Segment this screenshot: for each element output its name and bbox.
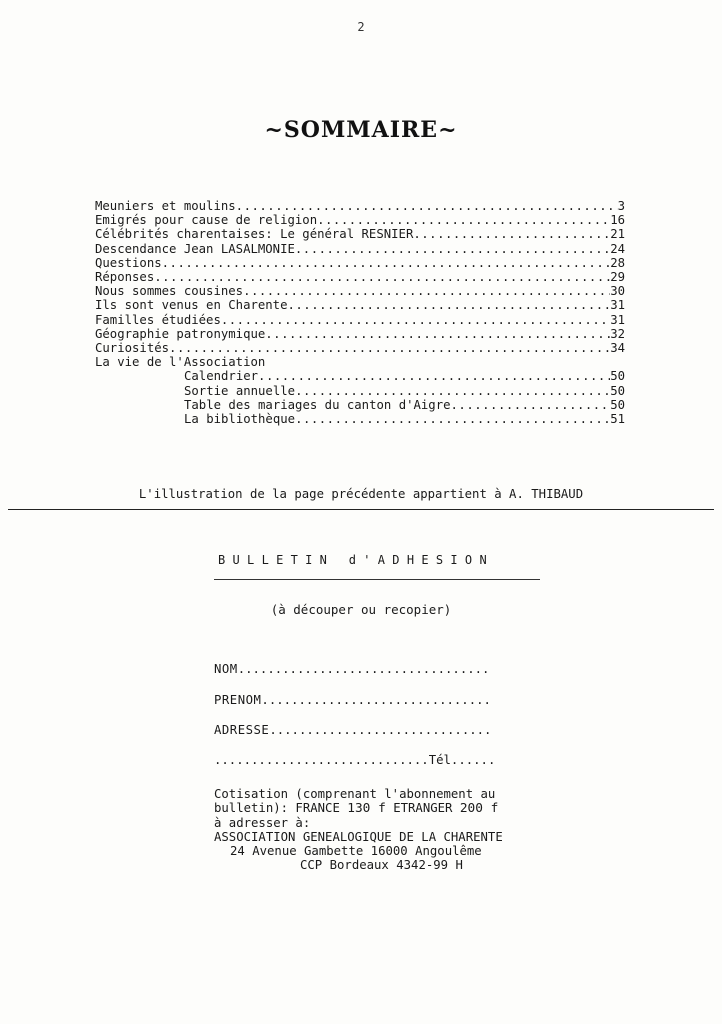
page-title: ~SOMMAIRE~ bbox=[264, 117, 458, 143]
illustration-credit: L'illustration de la page précédente appartient à A. THIBAUD bbox=[138, 487, 584, 501]
toc-entry-page: 50 bbox=[610, 383, 625, 398]
toc-sub-entry bbox=[95, 384, 625, 398]
toc-entry bbox=[95, 242, 625, 256]
cut-line-divider bbox=[8, 509, 714, 510]
adresse-dots: .............................. bbox=[269, 723, 492, 737]
toc-entry bbox=[95, 199, 625, 213]
nom-field bbox=[214, 662, 544, 676]
leader-dots bbox=[451, 398, 611, 412]
toc-entry-page: 31 bbox=[610, 312, 625, 327]
tel-field bbox=[214, 753, 544, 767]
leader-dots bbox=[295, 242, 610, 256]
toc-entry bbox=[95, 313, 625, 327]
toc-entry bbox=[95, 256, 625, 270]
leader-dots bbox=[295, 384, 610, 398]
toc-entry-page: 32 bbox=[610, 326, 625, 341]
toc-entry-label: Ils sont venus en Charente bbox=[95, 298, 288, 313]
leader-dots bbox=[236, 199, 618, 213]
toc-entry-page: 16 bbox=[610, 213, 625, 228]
etranger-amount: 200 f bbox=[459, 801, 499, 816]
toc-entry-page: 50 bbox=[610, 369, 625, 384]
leader-dots bbox=[288, 298, 611, 312]
leader-dots bbox=[265, 327, 610, 341]
leader-dots bbox=[317, 213, 610, 227]
toc-entry-page: 21 bbox=[610, 227, 625, 242]
france-amount: 130 f bbox=[347, 801, 386, 816]
toc-entry-label: La bibliothèque bbox=[184, 412, 296, 427]
toc-entry-label: Célébrités charentaises: Le général RESNIER bbox=[95, 227, 414, 242]
toc-entry-label: Sortie annuelle bbox=[184, 383, 296, 398]
leader-dots bbox=[162, 256, 611, 270]
france-label: bulletin): FRANCE bbox=[214, 801, 340, 815]
nom-dots: .................................. bbox=[237, 662, 490, 676]
cotisation-block bbox=[214, 787, 594, 872]
toc-entry-label: Descendance Jean LASALMONIE bbox=[95, 241, 295, 256]
toc-entry-label: Calendrier bbox=[184, 369, 259, 384]
toc-entry-label: Nous sommes cousines bbox=[95, 284, 244, 299]
toc-entry-label: Emigrés pour cause de religion bbox=[95, 213, 318, 228]
toc-sub-entry bbox=[95, 398, 625, 412]
association-name: ASSOCIATION GENEALOGIQUE DE LA CHARENTE bbox=[214, 830, 503, 844]
bulletin-title: BULLETIN d'ADHESION bbox=[218, 553, 494, 567]
address-line-dots: ............................. bbox=[214, 753, 429, 767]
leader-dots bbox=[221, 313, 610, 327]
toc-entry bbox=[95, 213, 625, 227]
adresse-label: ADRESSE bbox=[214, 723, 270, 737]
nom-label: NOM bbox=[214, 662, 238, 676]
toc-entry bbox=[95, 227, 625, 241]
title-underline bbox=[214, 579, 540, 580]
toc-sub-entry bbox=[95, 369, 625, 383]
toc-entry-page: 3 bbox=[617, 199, 625, 213]
toc-entry-label: Familles étudiées bbox=[95, 312, 221, 327]
adresse-field bbox=[214, 723, 544, 737]
leader-dots bbox=[243, 284, 610, 298]
toc-entry bbox=[95, 270, 625, 284]
toc-entry-page: 30 bbox=[610, 284, 625, 299]
association-ccp: CCP Bordeaux 4342-99 H bbox=[300, 858, 463, 872]
toc-entry-page: 24 bbox=[610, 241, 625, 256]
bulletin-subtitle: (à découper ou recopier) bbox=[270, 602, 452, 617]
etranger-label: ETRANGER bbox=[393, 801, 453, 815]
toc-entry-label: Réponses bbox=[95, 270, 155, 285]
leader-dots bbox=[413, 227, 610, 241]
cotisation-amounts bbox=[214, 801, 594, 816]
toc-entry-label: Table des mariages du canton d'Aigre bbox=[184, 397, 451, 412]
toc-sub-entry bbox=[95, 412, 625, 426]
page-number: 2 bbox=[357, 20, 365, 34]
tel-label: Tél bbox=[428, 753, 451, 767]
prenom-label: PRENOM bbox=[214, 693, 262, 707]
toc-entry-label: Meuniers et moulins bbox=[95, 199, 236, 213]
toc-entry bbox=[95, 327, 625, 341]
cotisation-line: à adresser à: bbox=[214, 816, 311, 830]
toc-entry-label: Curiosités bbox=[95, 341, 170, 356]
toc-entry-page: 34 bbox=[610, 341, 625, 356]
toc-entry-label: Questions bbox=[95, 255, 162, 270]
toc-entry-page: 28 bbox=[610, 255, 625, 270]
toc-section-heading: La vie de l'Association bbox=[95, 355, 266, 370]
leader-dots bbox=[169, 341, 610, 355]
toc-entry-page: 50 bbox=[610, 397, 625, 412]
toc-entry-label: Géographie patronymique bbox=[95, 326, 266, 341]
toc-entry-page: 31 bbox=[610, 298, 625, 313]
leader-dots bbox=[154, 270, 610, 284]
table-of-contents bbox=[95, 199, 625, 426]
prenom-dots: ............................... bbox=[261, 693, 491, 707]
toc-entry-page: 51 bbox=[610, 412, 625, 427]
leader-dots bbox=[258, 369, 610, 383]
leader-dots bbox=[295, 412, 610, 426]
cotisation-line: Cotisation (comprenant l'abonnement au bbox=[214, 787, 496, 801]
toc-entry bbox=[95, 341, 625, 355]
toc-entry bbox=[95, 298, 625, 312]
prenom-field bbox=[214, 693, 544, 707]
tel-dots: ...... bbox=[450, 753, 496, 767]
toc-entry bbox=[95, 284, 625, 298]
association-address: 24 Avenue Gambette 16000 Angoulême bbox=[230, 844, 482, 858]
toc-entry-page: 29 bbox=[610, 270, 625, 285]
